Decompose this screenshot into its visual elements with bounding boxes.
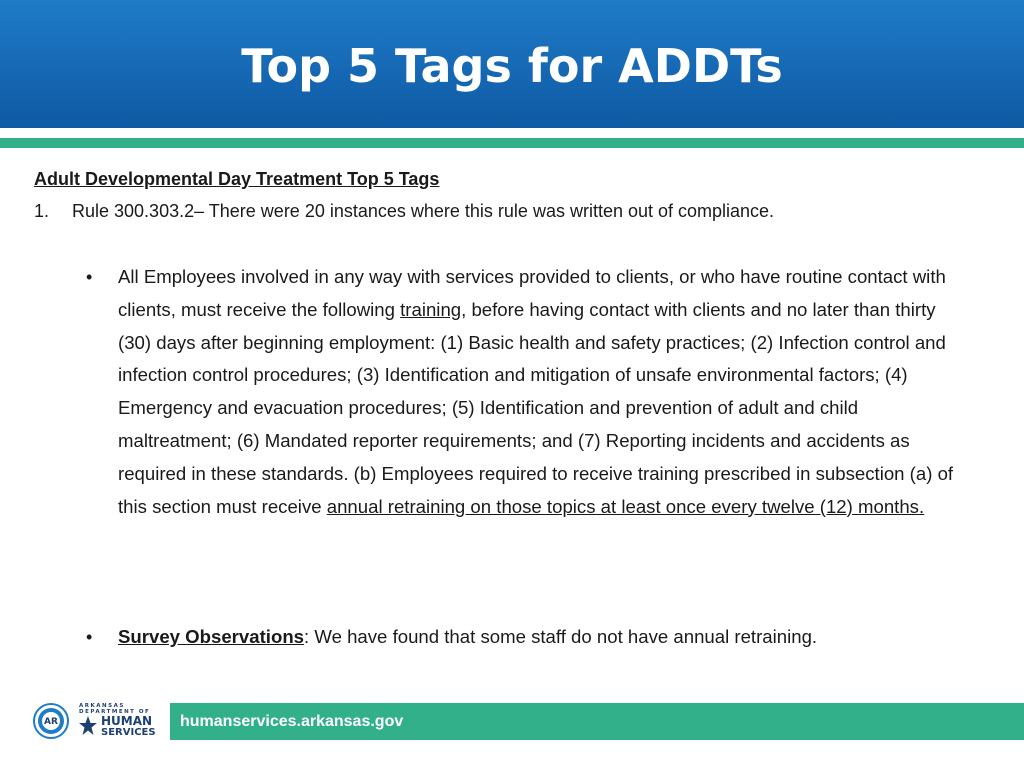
rule-text: Rule 300.303.2– There were 20 instances where this rule was written out of compliance. [72,201,775,221]
logo-line-services: SERVICES [101,727,156,738]
survey-observations-label: Survey Observations [118,626,305,647]
star-icon [79,715,97,737]
bullet-training-requirements [86,261,958,523]
title-banner [0,0,1024,128]
section-subheading: Adult Developmental Day Treatment Top 5 Tags [34,169,440,189]
logo-line-department: DEPARTMENT OF [79,709,151,715]
rule-item [34,198,974,224]
bullet-dot-icon: • [86,267,93,287]
logo-line-human: HUMAN [101,714,153,728]
survey-observations-text: : We have found that some staff do not have annual retraining. [304,626,818,647]
seal-text: AR [44,717,58,727]
training-link[interactable]: training [400,298,462,320]
bullet-dot-icon: • [86,627,93,647]
logo-words [101,715,156,738]
rule-number: 1. [34,201,50,221]
arkansas-seal-icon [33,703,69,739]
slide-content [34,166,974,224]
page-title: Top 5 Tags for ADDTs [241,39,783,93]
dhs-wordmark [79,703,159,743]
bullet1-text-part1: All Employees involved in any way with services provided to clients, or who have routine contact with clients, must receive the following [118,266,946,320]
bullet1-text-part2: , before having contact with clients and no later than thirty (30) days after beginning employment: (1) Basic health and safety practices; (2) Infection control and infection control procedures; (3) Identification and mitigation of unsafe environmental factors; (4) Emergency and evacuation procedures; (5) Identification and prevention of adult and child maltreatment; (6) Mandated reporter requirements; and (7) Reporting incidents and accidents as required in these standards. (b) Employees required to receive training prescribed in subsection (a) of this section must receive [118,298,954,517]
accent-stripe [0,138,1024,148]
bullet-survey-observations [86,621,958,654]
website-link[interactable]: humanservices.arkansas.gov [180,712,404,730]
footer-bar [170,703,1024,740]
annual-retraining-emphasis: annual retraining on those topics at least once every twelve (12) months. [326,495,925,517]
dhs-logo [33,703,158,743]
logo-line-arkansas: ARKANSAS [79,703,125,709]
